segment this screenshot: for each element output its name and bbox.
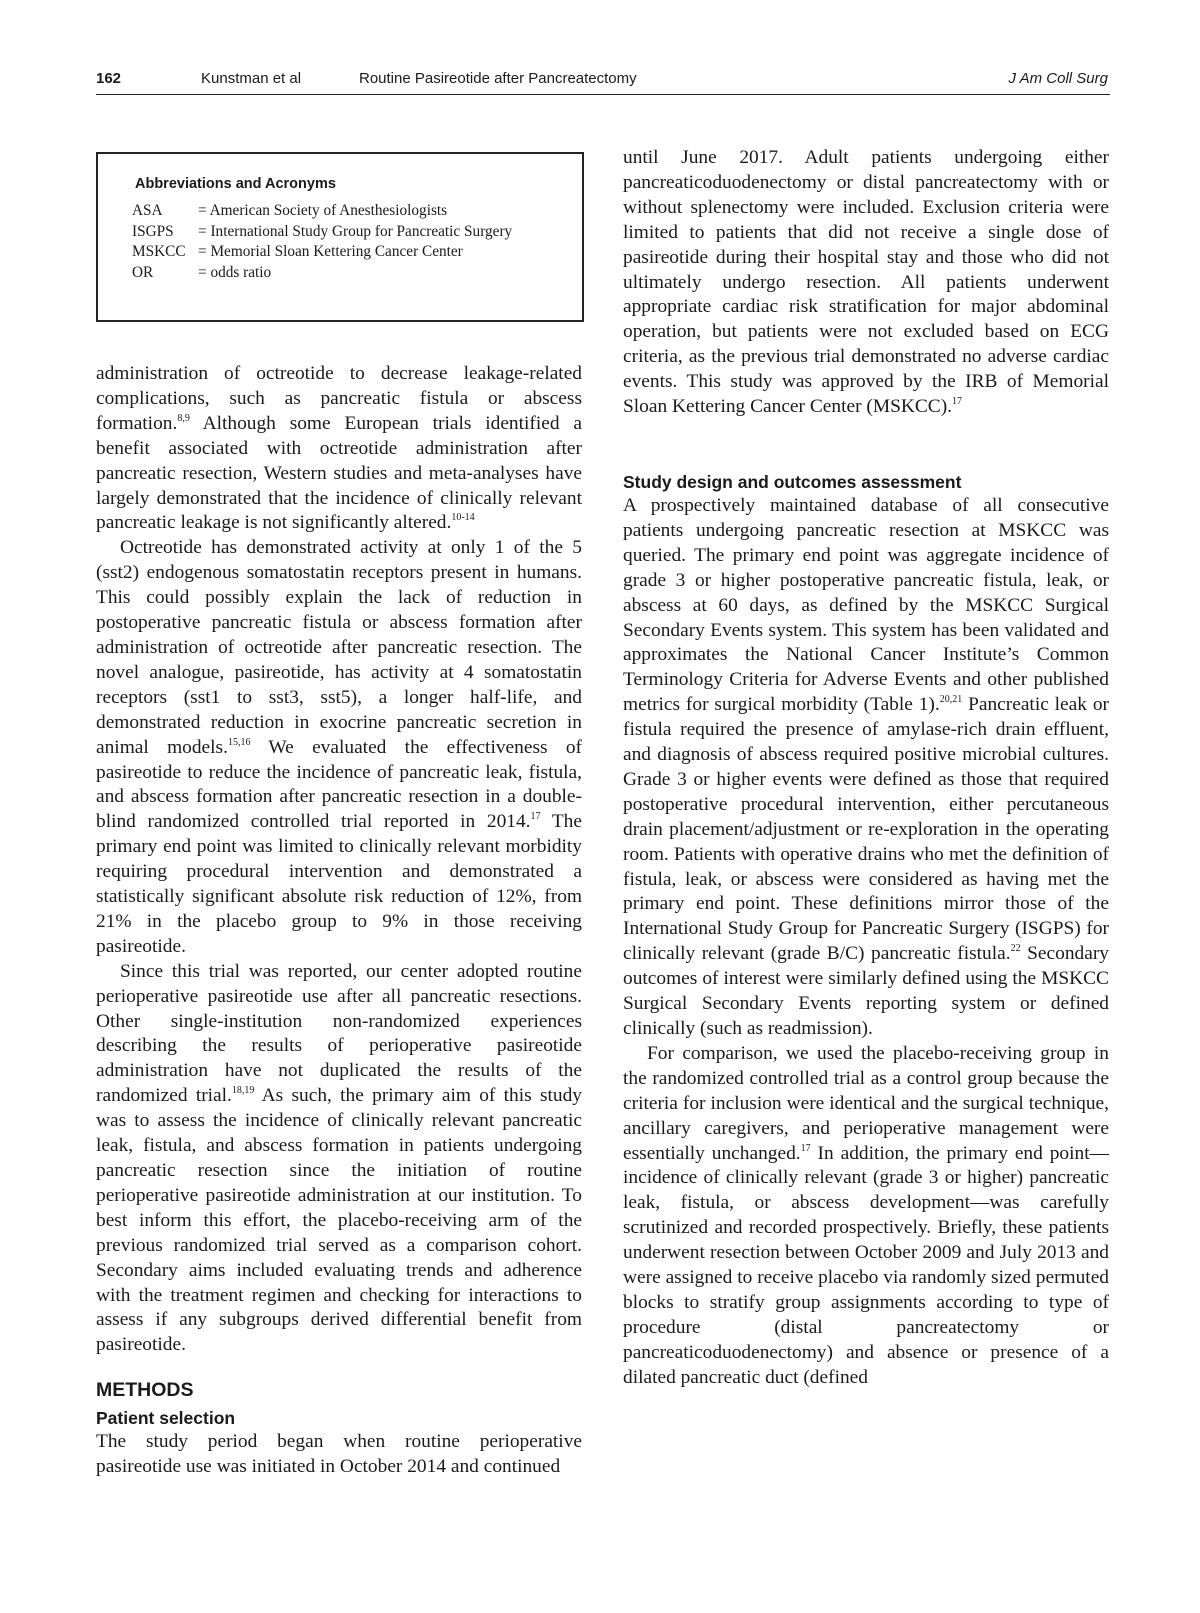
citation: 20,21 bbox=[939, 694, 963, 706]
citation: 15,16 bbox=[227, 736, 251, 748]
paragraph-study-aims: Since this trial was reported, our center adopted routine perioperative pasireotide use after all pancreatic resections. Other single-institution non-randomized experiences describing the results of perioperative pasireotide administration have not duplicated the results of the randomized trial.$^{18,19}$ As such, the primary aim of this study was to assess the incidence of clinically relevant pancreatic leak, fistula, and abscess formation in patients undergoing pancreatic resection since the initiation of routine perioperative pasireotide administration at our institution. To best inform this effort, the placebo-receiving arm of the previous randomized trial served as a comparison cohort. Secondary aims included evaluating trends and adherence with the treatment regimen and checking for interactions to assess if any subgroups derived differential benefit from pasireotide. bbox=[96, 960, 582, 1356]
citation: 22 bbox=[1010, 943, 1021, 955]
abbreviation-row bbox=[132, 242, 542, 263]
abbreviation-row bbox=[132, 222, 542, 243]
abbreviations-table bbox=[132, 201, 542, 283]
paragraph-outcomes-definition: A prospectively maintained database of all consecutive patients undergoing pancreatic resection at MSKCC was queried. The primary end point was aggregate incidence of grade 3 or higher postoperative pancreatic fistula, leak, or abscess at 60 days, as defined by the MSKCC Surgical Secondary Events system. This system has been validated and approximates the National Cancer Institute’s Common Terminology Criteria for Adverse Events and other published metrics for surgical morbidity (Table 1).$^{20,21}$ Pancreatic leak or fistula required the presence of amylase-rich drain effluent, and diagnosis of abscess required positive microbial cultures. Grade 3 or higher events were defined as those that required postoperative procedural intervention, either percutaneous drain placement/adjustment or re-exploration in the operating room. Patients with operative drains who met the definition of fistula, leak, or abscess were considered as having met the primary end point. These definitions mirror those of the International Study Group for Pancreatic Surgery (ISGPS) for clinically relevant (grade B/C) pancreatic fistula.$^{22}$ Secondary outcomes of interest were similarly defined using the MSKCC Surgical Secondary Events reporting system or defined clinically (such as readmission). bbox=[623, 494, 1109, 1039]
abbreviation-row bbox=[132, 201, 542, 222]
subsection-heading-study-design: Study design and outcomes assessment bbox=[623, 471, 962, 492]
abbreviation-term: ASA bbox=[132, 202, 163, 219]
abbreviations-box bbox=[96, 152, 584, 322]
journal-name: J Am Coll Surg bbox=[1008, 70, 1108, 87]
abbreviation-term: MSKCC bbox=[132, 243, 186, 260]
page-number: 162 bbox=[96, 70, 122, 87]
citation: 17 bbox=[952, 396, 963, 408]
running-authors: Kunstman et al bbox=[201, 70, 302, 87]
paragraph-octreotide-intro: administration of octreotide to decrease leakage-related complications, such as pancreatic fistula or abscess formation.$^{8,9}$ Although some European trials identified a benefit associated with octreotide administration after pancreatic resection, Western studies and meta-analyses have largely demonstrated that the incidence of clinically relevant pancreatic leakage is not significantly altered.$^{10-14}$ bbox=[96, 363, 582, 534]
abbreviation-term: OR bbox=[132, 263, 154, 281]
abbreviation-definition: = odds ratio bbox=[198, 263, 272, 281]
subsection-heading-patient-selection: Patient selection bbox=[96, 1408, 236, 1429]
paragraph-inclusion-criteria: until June 2017. Adult patients undergoing either pancreaticoduodenectomy or distal pancreatectomy with or without splenectomy were included. Exclusion criteria were limited to patients that did not receive a single dose of pasireotide during their hospital stay and those who did not ultimately undergo resection. All patients underwent appropriate cardiac risk stratification for major abdominal operation, but patients were not excluded based on ECG criteria, as the previous trial demonstrated no adverse cardiac events. This study was approved by the IRB of Memorial Sloan Kettering Cancer Center (MSKCC).$^{17}$ bbox=[623, 147, 1109, 418]
running-header bbox=[96, 66, 1110, 95]
abbreviation-row bbox=[132, 263, 542, 284]
citation: 17 bbox=[530, 811, 541, 823]
paragraph-comparison-group: For comparison, we used the placebo-receiving group in the randomized controlled trial as a control group because the criteria for inclusion were identical and the surgical technique, ancillary caregivers, and perioperative management were essentially unchanged.$^{17}$ In addition, the primary end point—incidence of clinically relevant (grade 3 or higher) pancreatic leak, fistula, or abscess development—was carefully scrutinized and recorded prospectively. Briefly, these patients underwent resection between October 2009 and July 2013 and were assigned to receive placebo via randomly sized permuted blocks to stratify group assignments according to type of procedure (distal pancreatectomy or pancreaticoduodenectomy) and absence or presence of a dilated pancreatic duct (defined bbox=[623, 1042, 1109, 1388]
citation: 18,19 bbox=[231, 1085, 255, 1097]
running-title: Routine Pasireotide after Pancreatectomy bbox=[359, 70, 637, 87]
abbreviation-definition: = Memorial Sloan Kettering Cancer Center bbox=[198, 243, 463, 260]
citation: 17 bbox=[800, 1142, 811, 1154]
abbreviations-title: Abbreviations and Acronyms bbox=[135, 176, 336, 192]
citation: 10-14 bbox=[451, 512, 475, 524]
citation: 8,9 bbox=[177, 412, 190, 424]
paragraph-octreotide-activity: Octreotide has demonstrated activity at only 1 of the 5 (sst2) endogenous somatostatin receptors present in humans. This could possibly explain the lack of reduction in postoperative pancreatic fistula or abscess formation after administration of octreotide after pancreatic resection. The novel analogue, pasireotide, has activity at 4 somatostatin receptors (sst1 to sst3, sst5), a longer half-life, and demonstrated reduction in exocrine pancreatic secretion in animal models.$^{15,16}$ We evaluated the effectiveness of pasireotide to reduce the incidence of pancreatic leak, fistula, and abscess formation after pancreatic resection in a double-blind randomized controlled trial reported in 2014.17 The primary end point was limited to clinically relevant morbidity requiring procedural intervention and demonstrated a statistically significant absolute risk reduction of 12%, from 21% in the placebo group to 9% in those receiving pasireotide. bbox=[96, 537, 582, 957]
left-column bbox=[96, 362, 582, 1480]
section-heading-methods: METHODS bbox=[96, 1379, 194, 1402]
right-column bbox=[623, 146, 1109, 1391]
abbreviation-term: ISGPS bbox=[132, 222, 174, 240]
paragraph-study-period: The study period began when routine perioperative pasireotide use was initiated in October 2014 and continued bbox=[96, 1431, 582, 1478]
abbreviation-definition: = International Study Group for Pancreatic Surgery bbox=[198, 222, 513, 240]
abbreviation-definition: = American Society of Anesthesiologists bbox=[198, 202, 448, 219]
